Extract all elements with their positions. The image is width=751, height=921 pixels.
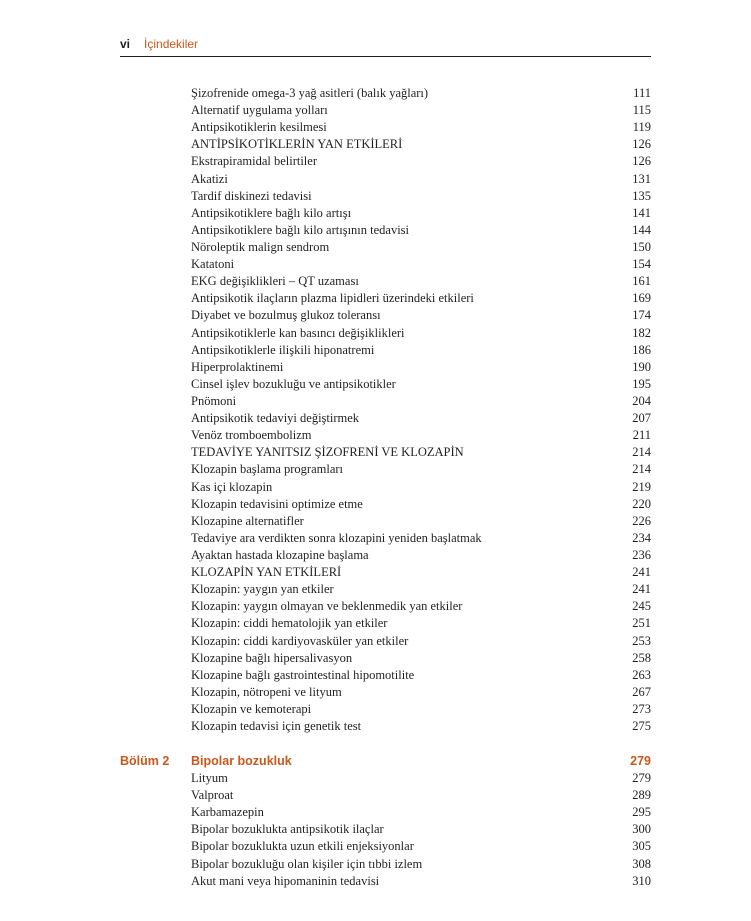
toc-entry-title: EKG değişiklikleri – QT uzaması bbox=[191, 274, 359, 289]
toc-entry[interactable] bbox=[191, 290, 651, 307]
toc-entry-page: 207 bbox=[632, 411, 651, 426]
toc-entry-page: 182 bbox=[632, 325, 651, 340]
toc-entry-page: 241 bbox=[632, 565, 651, 580]
toc-entry-title: Bipolar bozuklukta uzun etkili enjeksiyonlar bbox=[191, 839, 414, 854]
toc-entry-page: 214 bbox=[632, 462, 651, 477]
toc-entry-title: Ayaktan hastada klozapine başlama bbox=[191, 547, 369, 562]
toc-entry-title: Antipsikotik ilaçların plazma lipidleri üzerindeki etkileri bbox=[191, 291, 474, 306]
toc-entry-title: Bipolar bozuklukta antipsikotik ilaçlar bbox=[191, 822, 384, 837]
toc-entry-title: Valproat bbox=[191, 788, 234, 803]
toc-entry-title: Klozapine alternatifler bbox=[191, 513, 304, 528]
toc-entry-page: 111 bbox=[633, 86, 651, 100]
toc-entry[interactable] bbox=[191, 359, 651, 376]
toc-entry[interactable] bbox=[191, 222, 651, 239]
toc-entry-title: Şizofrenide omega-3 yağ asitleri (balık yağları) bbox=[191, 86, 429, 100]
toc-entry-title: Klozapin başlama programları bbox=[191, 462, 344, 477]
toc-entry-page: 279 bbox=[632, 771, 651, 785]
toc-entry[interactable] bbox=[191, 153, 651, 170]
toc-entry-title: Antipsikotiklere bağlı kilo artışının tedavisi bbox=[191, 222, 410, 237]
toc-entry[interactable] bbox=[191, 205, 651, 222]
header-rule bbox=[120, 56, 651, 57]
toc-entry-title: Lityum bbox=[191, 771, 228, 785]
toc-entry-title: Klozapin ve kemoterapi bbox=[191, 701, 312, 716]
toc-entry-title: Bipolar bozukluğu olan kişiler için tıbbi izlem bbox=[191, 856, 423, 871]
toc-entry[interactable] bbox=[191, 85, 651, 102]
toc-entry-title: Kas içi klozapin bbox=[191, 479, 273, 494]
toc-entry[interactable] bbox=[191, 461, 651, 478]
toc-entry[interactable] bbox=[191, 342, 651, 359]
toc-entry-title: ANTİPSİKOTİKLERİN YAN ETKİLERİ bbox=[191, 137, 403, 152]
toc-entry[interactable] bbox=[191, 787, 651, 804]
toc-entry-page: 126 bbox=[632, 154, 651, 169]
toc-entry-page: 226 bbox=[632, 513, 651, 528]
toc-entry-page: 305 bbox=[632, 839, 651, 854]
toc-entry[interactable] bbox=[191, 427, 651, 444]
toc-entry-title: Hiperprolaktinemi bbox=[191, 359, 284, 374]
toc-entry-page: 144 bbox=[632, 222, 651, 237]
toc-entry-title: Antipsikotik tedaviyi değiştirmek bbox=[191, 411, 360, 426]
toc-entry[interactable] bbox=[191, 598, 651, 615]
chapter-title: Bipolar bozukluk bbox=[191, 754, 292, 768]
toc-entry[interactable] bbox=[191, 119, 651, 136]
toc-entry[interactable] bbox=[191, 564, 651, 581]
toc-entry[interactable] bbox=[191, 239, 651, 256]
toc-entry-page: 295 bbox=[632, 805, 651, 820]
toc-entry-page: 219 bbox=[632, 479, 651, 494]
toc-entry-page: 161 bbox=[632, 274, 651, 289]
toc-entry[interactable] bbox=[191, 547, 651, 564]
toc-entry-page: 241 bbox=[632, 582, 651, 597]
running-header bbox=[120, 37, 651, 55]
toc-entry-title: Tedaviye ara verdikten sonra klozapini yeniden başlatmak bbox=[191, 530, 482, 545]
toc-entry-page: 135 bbox=[632, 188, 651, 203]
toc-entry[interactable] bbox=[191, 821, 651, 838]
toc-entry-title: Klozapin: ciddi hematolojik yan etkiler bbox=[191, 616, 388, 631]
toc-entry[interactable] bbox=[191, 444, 651, 461]
toc-entry[interactable] bbox=[191, 376, 651, 393]
toc-entry[interactable] bbox=[191, 701, 651, 718]
toc-entry[interactable] bbox=[191, 650, 651, 667]
toc-entry[interactable] bbox=[191, 530, 651, 547]
toc-entry-title: Akatizi bbox=[191, 171, 228, 186]
toc-entry-page: 289 bbox=[632, 788, 651, 803]
toc-entry-page: 186 bbox=[632, 342, 651, 357]
toc-entry-title: Katatoni bbox=[191, 257, 235, 272]
toc-entry-title: Antipsikotiklerin kesilmesi bbox=[191, 120, 327, 135]
chapter-label: Bölüm 2 bbox=[120, 754, 170, 768]
toc-entry-page: 174 bbox=[632, 308, 651, 323]
toc-entry[interactable] bbox=[191, 256, 651, 273]
page-number: vi bbox=[120, 37, 131, 51]
toc-entry-page: 263 bbox=[632, 667, 651, 682]
header-title: İçindekiler bbox=[144, 37, 199, 51]
chapter-heading[interactable] bbox=[120, 752, 651, 770]
toc-entry[interactable] bbox=[191, 188, 651, 205]
toc-entry-title: Klozapine bağlı gastrointestinal hipomotilite bbox=[191, 667, 415, 682]
toc-entry-page: 275 bbox=[632, 719, 651, 734]
toc-entry-page: 234 bbox=[632, 530, 651, 545]
toc-entry[interactable] bbox=[191, 667, 651, 684]
toc-entry-page: 236 bbox=[632, 547, 651, 562]
toc-entry-page: 267 bbox=[632, 684, 651, 699]
toc-entry-title: Karbamazepin bbox=[191, 805, 264, 820]
toc-entry-title: Klozapin, nötropeni ve lityum bbox=[191, 684, 342, 699]
toc-entry-title: Klozapin tedavisi için genetik test bbox=[191, 719, 362, 734]
toc-entry[interactable] bbox=[191, 171, 651, 188]
toc-entry-page: 169 bbox=[632, 291, 651, 306]
toc-entry-title: Antipsikotiklerle ilişkili hiponatremi bbox=[191, 342, 375, 357]
toc-entry-page: 258 bbox=[632, 650, 651, 665]
toc-entry[interactable] bbox=[191, 615, 651, 632]
toc-entry-title: Ekstrapiramidal belirtiler bbox=[191, 154, 317, 169]
toc-entry-page: 131 bbox=[632, 171, 651, 186]
toc-entry-title: KLOZAPİN YAN ETKİLERİ bbox=[191, 565, 342, 580]
toc-entry-title: Tardif diskinezi tedavisi bbox=[191, 188, 312, 203]
toc-entry-page: 273 bbox=[632, 701, 651, 716]
toc-entry[interactable] bbox=[191, 718, 651, 735]
toc-entry-page: 190 bbox=[632, 359, 651, 374]
toc-entry-page: 195 bbox=[632, 376, 651, 391]
toc-entry-title: TEDAVİYE YANITSIZ ŞİZOFRENİ VE KLOZAPİN bbox=[191, 445, 464, 460]
toc-entry-title: Diyabet ve bozulmuş glukoz toleransı bbox=[191, 308, 381, 323]
toc-entry[interactable] bbox=[191, 633, 651, 650]
toc-entry-title: Nöroleptik malign sendrom bbox=[191, 239, 330, 254]
toc-entry-page: 211 bbox=[632, 428, 651, 443]
toc-entry-page: 126 bbox=[632, 137, 651, 152]
toc-entry[interactable] bbox=[191, 838, 651, 855]
toc-entry[interactable] bbox=[191, 273, 651, 290]
toc-entry[interactable] bbox=[191, 513, 651, 530]
toc-entry-page: 300 bbox=[632, 822, 651, 837]
toc-entry-title: Klozapin tedavisini optimize etme bbox=[191, 496, 363, 511]
toc-entry[interactable] bbox=[191, 770, 651, 787]
toc-entry[interactable] bbox=[191, 307, 651, 324]
toc-entry-title: Antipsikotiklere bağlı kilo artışı bbox=[191, 205, 352, 220]
toc-entry-page: 253 bbox=[632, 633, 651, 648]
toc-entry[interactable] bbox=[191, 496, 651, 513]
chapter-page: 279 bbox=[630, 754, 651, 768]
toc-entry-page: 154 bbox=[632, 257, 651, 272]
toc-entry[interactable] bbox=[191, 410, 651, 427]
toc-entry-title: Venöz tromboembolizm bbox=[191, 428, 312, 443]
toc-entry-title: Antipsikotiklerle kan basıncı değişiklikleri bbox=[191, 325, 405, 340]
toc-entry[interactable] bbox=[191, 856, 651, 873]
toc-entry-page: 204 bbox=[632, 393, 651, 408]
toc-entry[interactable] bbox=[191, 684, 651, 701]
toc-list bbox=[191, 85, 651, 735]
toc-entry[interactable] bbox=[191, 873, 651, 890]
toc-entry-page: 308 bbox=[632, 856, 651, 871]
toc-entry-page: 220 bbox=[632, 496, 651, 511]
toc-entry-page: 214 bbox=[632, 445, 651, 460]
toc-entry-title: Alternatif uygulama yolları bbox=[191, 103, 328, 118]
toc-entry-title: Klozapin: ciddi kardiyovasküler yan etkiler bbox=[191, 633, 409, 648]
toc-entry-page: 119 bbox=[632, 120, 651, 135]
toc-entry-title: Pnömoni bbox=[191, 393, 237, 408]
toc-entry-title: Klozapin: yaygın olmayan ve beklenmedik yan etkiler bbox=[191, 599, 463, 614]
toc-entry-page: 251 bbox=[632, 616, 651, 631]
toc-entry-page: 141 bbox=[632, 205, 651, 220]
toc-entry-page: 115 bbox=[632, 103, 651, 118]
toc-entry-title: Klozapin: yaygın yan etkiler bbox=[191, 582, 334, 597]
toc-entry-page: 245 bbox=[632, 599, 651, 614]
toc-entry[interactable] bbox=[191, 102, 651, 119]
toc-entry-title: Akut mani veya hipomaninin tedavisi bbox=[191, 873, 380, 888]
toc-entry[interactable] bbox=[191, 325, 651, 342]
toc-entry-page: 310 bbox=[632, 873, 651, 888]
toc-entry[interactable] bbox=[191, 479, 651, 496]
toc-entry-title: Cinsel işlev bozukluğu ve antipsikotikler bbox=[191, 376, 396, 391]
chapter-toc-list bbox=[191, 770, 651, 890]
toc-entry-title: Klozapine bağlı hipersalivasyon bbox=[191, 650, 353, 665]
toc-entry[interactable] bbox=[191, 804, 651, 821]
toc-entry-page: 150 bbox=[632, 239, 651, 254]
toc-entry[interactable] bbox=[191, 393, 651, 410]
toc-entry[interactable] bbox=[191, 136, 651, 153]
toc-entry[interactable] bbox=[191, 581, 651, 598]
